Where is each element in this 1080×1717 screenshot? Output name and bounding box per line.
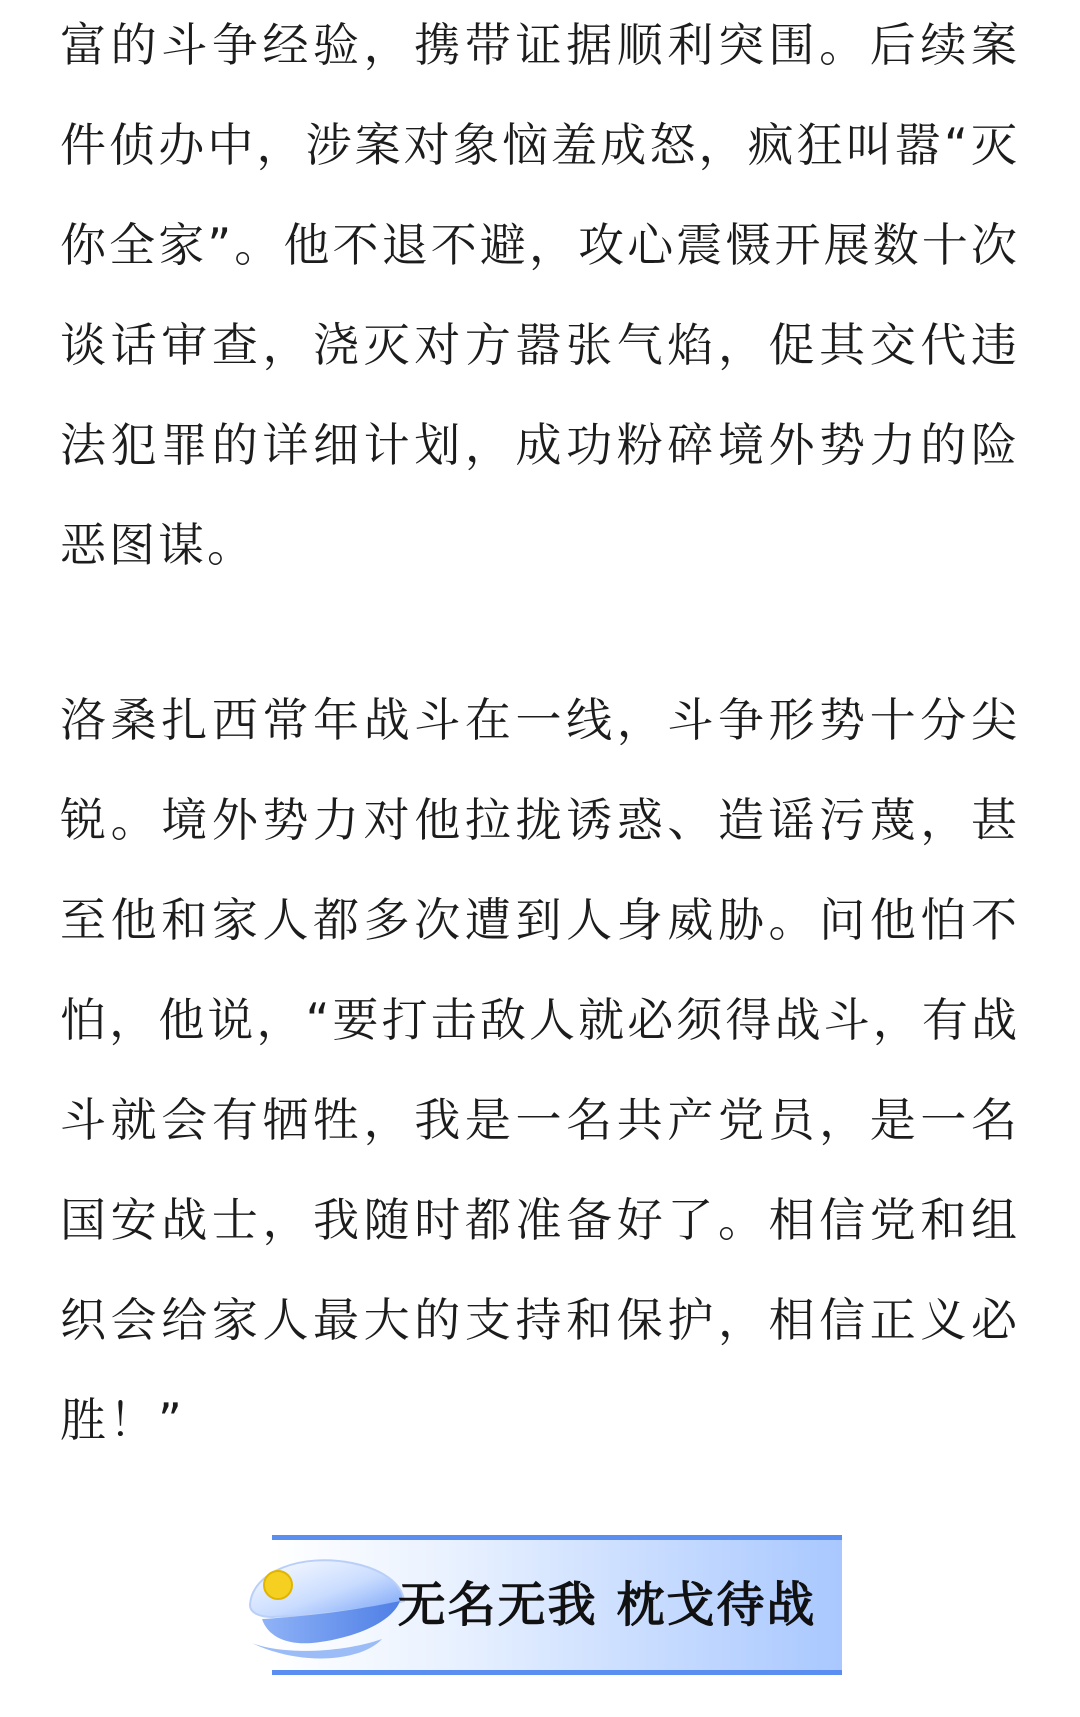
article-body [60,0,1020,1470]
section-banner [232,1535,842,1675]
banner-title: 无名无我 枕戈待战 [397,1577,817,1633]
article-paragraph: 洛桑扎西常年战斗在一线，斗争形势十分尖锐。境外势力对他拉拢诱惑、造谣污蔑，甚至他和家人都多次遭到人身威胁。问他怕不怕，他说，“要打击敌人就必须得战斗，有战斗就会有牺牲，我是一名共产党员，是一名国安战士，我随时都准备好了。相信党和组织会给家人最大的支持和保护，相信正义必胜！” [60,693,1020,1447]
article-paragraph: 富的斗争经验，携带证据顺利突围。后续案件侦办中，涉案对象恼羞成怒，疯狂叫嚣“灭你全家”。他不退不避，攻心震慑开展数十次谈话审查，浇灭对方嚣张气焰，促其交代违法犯罪的详细计划，成功粉碎境外势力的险恶图谋。 [60,18,1020,572]
police-cap-icon [232,1543,412,1673]
